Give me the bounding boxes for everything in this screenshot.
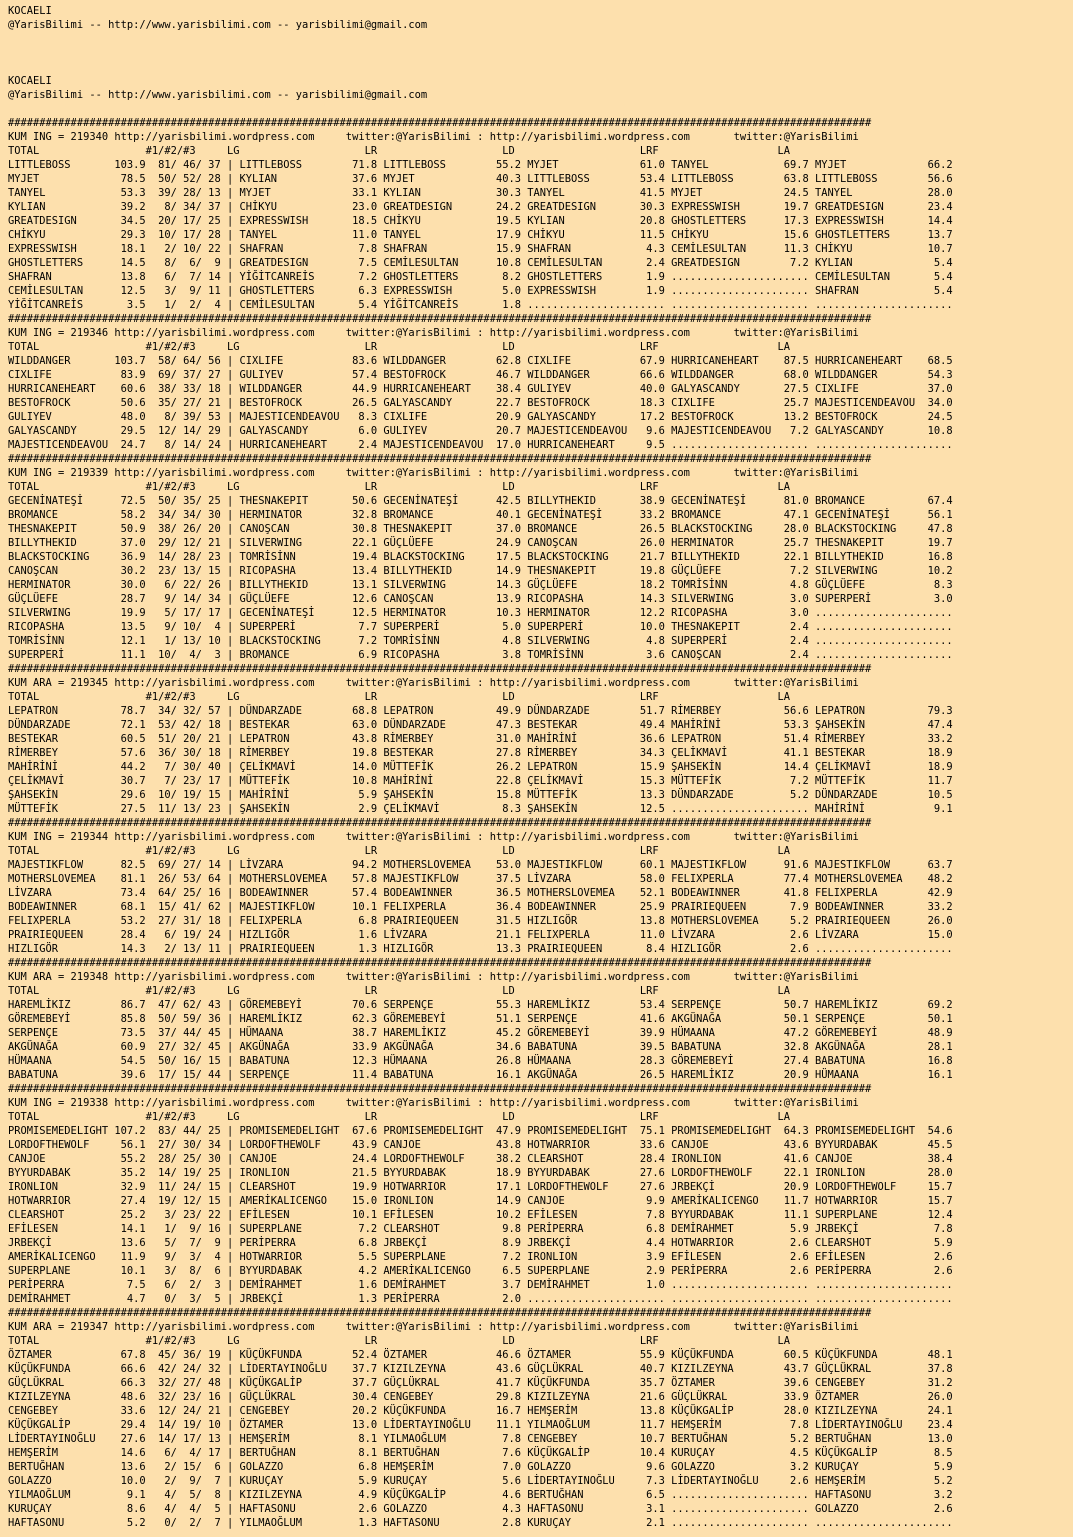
horse-row: IRONLION 32.9 11/ 24/ 15 | CLEARSHOT 19.9 HOTWARRIOR 17.1 LORDOFTHEWOLF 27.6 JRBEKÇİ 20.9 LORDOFTHEWOLF 15.7 (8, 1181, 953, 1193)
horse-row: EXPRESSWISH 18.1 2/ 10/ 22 | SHAFRAN 7.8 SHAFRAN 15.9 SHAFRAN 4.3 CEMİLESULTAN 11.3 CHİKYU 10.7 (8, 243, 953, 255)
horse-row: ÇELİKMAVİ 30.7 7/ 23/ 17 | MÜTTEFİK 10.8 MAHİRİNİ 22.8 ÇELİKMAVİ 15.3 MÜTTEFİK 7.2 MÜTTEFİK 11.7 (8, 775, 953, 787)
horse-row: SUPERPLANE 10.1 3/ 8/ 6 | BYYURDABAK 4.2 AMERİKALICENGO 6.5 SUPERPLANE 2.9 PERİPERRA 2.6 PERİPERRA 2.6 (8, 1265, 953, 1277)
horse-row: CIXLIFE 83.9 69/ 37/ 27 | GULIYEV 57.4 BESTOFROCK 46.7 WILDDANGER 66.6 WILDDANGER 68.0 WILDDANGER 54.3 (8, 369, 953, 381)
horse-row: BODEAWINNER 68.1 15/ 41/ 62 | MAJESTIKFLOW 10.1 FELIXPERLA 36.4 BODEAWINNER 25.9 PRAIRIEQUEEN 7.9 BODEAWINNER 33.2 (8, 901, 953, 913)
section-separator: ########################################################################################################################################## (8, 663, 872, 675)
horse-row: GALYASCANDY 29.5 12/ 14/ 29 | GALYASCANDY 6.0 GULIYEV 20.7 MAJESTICENDEAVOU 9.6 MAJESTICENDEAVOU 7.2 GALYASCANDY 10.8 (8, 425, 953, 437)
horse-row: CEMİLESULTAN 12.5 3/ 9/ 11 | GHOSTLETTERS 6.3 EXPRESSWISH 5.0 EXPRESSWISH 1.9 ...................... SHAFRAN 5.4 (8, 285, 953, 297)
contact-line: @YarisBilimi -- http://www.yarisbilimi.com -- yarisbilimi@gmail.com (8, 89, 428, 101)
horse-row: RİMERBEY 57.6 36/ 30/ 18 | RİMERBEY 19.8 BESTEKAR 27.8 RİMERBEY 34.3 ÇELİKMAVİ 41.1 BESTEKAR 18.9 (8, 747, 953, 759)
horse-row: MAHİRİNİ 44.2 7/ 30/ 40 | ÇELİKMAVİ 14.0 MÜTTEFİK 26.2 LEPATRON 15.9 ŞAHSEKİN 14.4 ÇELİKMAVİ 18.9 (8, 761, 953, 773)
horse-row: BERTUĞHAN 13.6 2/ 15/ 6 | GOLAZZO 6.8 HEMŞERİM 7.0 GOLAZZO 9.6 GOLAZZO 3.2 KURUÇAY 5.9 (8, 1461, 953, 1473)
race-header: KUM ARA = 219345 http://yarisbilimi.wordpress.com twitter:@YarisBilimi : http://yarisbilimi.wordpress.com twitter:@YarisBilimi (8, 677, 859, 689)
horse-row: AKGÜNAĞA 60.9 27/ 32/ 45 | AKGÜNAĞA 33.9 AKGÜNAĞA 34.6 BABATUNA 39.5 BABATUNA 32.8 AKGÜNAĞA 28.1 (8, 1041, 953, 1053)
horse-row: PERİPERRA 7.5 6/ 2/ 3 | DEMİRAHMET 1.6 DEMİRAHMET 3.7 DEMİRAHMET 1.0 ...................... ...................... (8, 1279, 953, 1291)
horse-row: EFİLESEN 14.1 1/ 9/ 16 | SUPERPLANE 7.2 CLEARSHOT 9.8 PERİPERRA 6.8 DEMİRAHMET 5.9 JRBEKÇİ 7.8 (8, 1223, 953, 1235)
horse-row: PROMISEMEDELIGHT 107.2 83/ 44/ 25 | PROMISEMEDELIGHT 67.6 PROMISEMEDELIGHT 47.9 PROMISEMEDELIGHT 75.1 PROMISEMEDELIGHT 64.3 PROMISEMEDELIGHT 54.6 (8, 1125, 953, 1137)
horse-row: CENGEBEY 33.6 12/ 24/ 21 | CENGEBEY 20.2 KÜÇÜKFUNDA 16.7 HEMŞERİM 13.8 KÜÇÜKGALİP 28.0 KIZILZEYNA 24.1 (8, 1405, 953, 1417)
horse-row: KÜÇÜKFUNDA 66.6 42/ 24/ 32 | LİDERTAYINOĞLU 37.7 KIZILZEYNA 43.6 GÜÇLÜKRAL 40.7 KIZILZEYNA 43.7 GÜÇLÜKRAL 37.8 (8, 1363, 953, 1375)
horse-row: HOTWARRIOR 27.4 19/ 12/ 15 | AMERİKALICENGO 15.0 IRONLION 14.9 CANJOE 9.9 AMERİKALICENGO 11.7 HOTWARRIOR 15.7 (8, 1195, 953, 1207)
race-header: KUM ING = 219339 http://yarisbilimi.wordpress.com twitter:@YarisBilimi : http://yarisbilimi.wordpress.com twitter:@YarisBilimi (8, 467, 859, 479)
track-title: KOCAELI (8, 75, 52, 87)
horse-row: GÜÇLÜKRAL 66.3 32/ 27/ 48 | KÜÇÜKGALİP 37.7 GÜÇLÜKRAL 41.7 KÜÇÜKFUNDA 35.7 ÖZTAMER 39.6 CENGEBEY 31.2 (8, 1377, 953, 1389)
section-separator: ########################################################################################################################################## (8, 1083, 872, 1095)
column-header: TOTAL #1/#2/#3 LG LR LD LRF LA (8, 845, 790, 857)
horse-row: HAFTASONU 5.2 0/ 2/ 7 | YILMAOĞLUM 1.3 HAFTASONU 2.8 KURUÇAY 2.1 ...................... ...................... (8, 1517, 953, 1529)
blank-line (8, 32, 1073, 46)
blank-line (8, 102, 1073, 116)
horse-row: MYJET 78.5 50/ 52/ 28 | KYLIAN 37.6 MYJET 40.3 LITTLEBOSS 53.4 LITTLEBOSS 63.8 LITTLEBOSS 56.6 (8, 173, 953, 185)
section-separator: ########################################################################################################################################## (8, 1307, 872, 1319)
section-separator: ########################################################################################################################################## (8, 313, 872, 325)
horse-row: LİDERTAYINOĞLU 27.6 14/ 17/ 13 | HEMŞERİM 8.1 YILMAOĞLUM 7.8 CENGEBEY 10.7 BERTUĞHAN 5.2 BERTUĞHAN 13.0 (8, 1433, 953, 1445)
horse-row: HÜMAANA 54.5 50/ 16/ 15 | BABATUNA 12.3 HÜMAANA 26.8 HÜMAANA 28.3 GÖREMEBEYİ 27.4 BABATUNA 16.8 (8, 1055, 953, 1067)
horse-row: KURUÇAY 8.6 4/ 4/ 5 | HAFTASONU 2.6 GOLAZZO 4.3 HAFTASONU 3.1 ...................... GOLAZZO 2.6 (8, 1503, 953, 1515)
column-header: TOTAL #1/#2/#3 LG LR LD LRF LA (8, 985, 790, 997)
race-header: KUM ING = 219340 http://yarisbilimi.wordpress.com twitter:@YarisBilimi : http://yarisbilimi.wordpress.com twitter:@YarisBilimi (8, 131, 859, 143)
horse-row: TOMRİSİNN 12.1 1/ 13/ 10 | BLACKSTOCKING 7.2 TOMRİSİNN 4.8 SILVERWING 4.8 SUPERPERİ 2.4 ...................... (8, 635, 953, 647)
horse-row: LORDOFTHEWOLF 56.1 27/ 30/ 34 | LORDOFTHEWOLF 43.9 CANJOE 43.8 HOTWARRIOR 33.6 CANJOE 43.6 BYYURDABAK 45.5 (8, 1139, 953, 1151)
column-header: TOTAL #1/#2/#3 LG LR LD LRF LA (8, 145, 790, 157)
horse-row: MAJESTIKFLOW 82.5 69/ 27/ 14 | LİVZARA 94.2 MOTHERSLOVEMEA 53.0 MAJESTIKFLOW 60.1 MAJESTIKFLOW 91.6 MAJESTIKFLOW 63.7 (8, 859, 953, 871)
horse-row: HEMŞERİM 14.6 6/ 4/ 17 | BERTUĞHAN 8.1 BERTUĞHAN 7.6 KÜÇÜKGALİP 10.4 KURUÇAY 4.5 KÜÇÜKGALİP 8.5 (8, 1447, 953, 1459)
column-header: TOTAL #1/#2/#3 LG LR LD LRF LA (8, 691, 790, 703)
horse-row: GECENİNATEŞİ 72.5 50/ 35/ 25 | THESNAKEPIT 50.6 GECENİNATEŞİ 42.5 BILLYTHEKID 38.9 GECENİNATEŞİ 81.0 BROMANCE 67.4 (8, 495, 953, 507)
column-header: TOTAL #1/#2/#3 LG LR LD LRF LA (8, 1335, 790, 1347)
horse-row: HERMINATOR 30.0 6/ 22/ 26 | BILLYTHEKID 13.1 SILVERWING 14.3 GÜÇLÜEFE 18.2 TOMRİSİNN 4.8 GÜÇLÜEFE 8.3 (8, 579, 953, 591)
horse-row: YİĞİTCANREİS 3.5 1/ 2/ 4 | CEMİLESULTAN 5.4 YİĞİTCANREİS 1.8 ...................... ...................... ...................... (8, 299, 953, 311)
contact-line: @YarisBilimi -- http://www.yarisbilimi.com -- yarisbilimi@gmail.com (8, 19, 428, 31)
horse-row: SHAFRAN 13.8 6/ 7/ 14 | YİĞİTCANREİS 7.2 GHOSTLETTERS 8.2 GHOSTLETTERS 1.9 ...................... CEMİLESULTAN 5.4 (8, 271, 953, 283)
horse-row: LEPATRON 78.7 34/ 32/ 57 | DÜNDARZADE 68.8 LEPATRON 49.9 DÜNDARZADE 51.7 RİMERBEY 56.6 LEPATRON 79.3 (8, 705, 953, 717)
horse-row: AMERİKALICENGO 11.9 9/ 3/ 4 | HOTWARRIOR 5.5 SUPERPLANE 7.2 IRONLION 3.9 EFİLESEN 2.6 EFİLESEN 2.6 (8, 1251, 953, 1263)
horse-row: GÖREMEBEYİ 85.8 50/ 59/ 36 | HAREMLİKIZ 62.3 GÖREMEBEYİ 51.1 SERPENÇE 41.6 AKGÜNAĞA 50.1 SERPENÇE 50.1 (8, 1013, 953, 1025)
horse-row: BLACKSTOCKING 36.9 14/ 28/ 23 | TOMRİSİNN 19.4 BLACKSTOCKING 17.5 BLACKSTOCKING 21.7 BILLYTHEKID 22.1 BILLYTHEKID 16.8 (8, 551, 953, 563)
horse-row: SUPERPERİ 11.1 10/ 4/ 3 | BROMANCE 6.9 RICOPASHA 3.8 TOMRİSİNN 3.6 CANOŞCAN 2.4 ...................... (8, 649, 953, 661)
horse-row: CHİKYU 29.3 10/ 17/ 28 | TANYEL 11.0 TANYEL 17.9 CHİKYU 11.5 CHİKYU 15.6 GHOSTLETTERS 13.7 (8, 229, 953, 241)
horse-row: KIZILZEYNA 48.6 32/ 23/ 16 | GÜÇLÜKRAL 30.4 CENGEBEY 29.8 KIZILZEYNA 21.6 GÜÇLÜKRAL 33.9 ÖZTAMER 26.0 (8, 1391, 953, 1403)
horse-row: DÜNDARZADE 72.1 53/ 42/ 18 | BESTEKAR 63.0 DÜNDARZADE 47.3 BESTEKAR 49.4 MAHİRİNİ 53.3 ŞAHSEKİN 47.4 (8, 719, 953, 731)
horse-row: YILMAOĞLUM 9.1 4/ 5/ 8 | KIZILZEYNA 4.9 KÜÇÜKGALİP 4.6 BERTUĞHAN 6.5 ...................... HAFTASONU 3.2 (8, 1489, 953, 1501)
horse-row: HURRICANEHEART 60.6 38/ 33/ 18 | WILDDANGER 44.9 HURRICANEHEART 38.4 GULIYEV 40.0 GALYASCANDY 27.5 CIXLIFE 37.0 (8, 383, 953, 395)
horse-row: HAREMLİKIZ 86.7 47/ 62/ 43 | GÖREMEBEYİ 70.6 SERPENÇE 55.3 HAREMLİKIZ 53.4 SERPENÇE 50.7 HAREMLİKIZ 69.2 (8, 999, 953, 1011)
race-header: KUM ING = 219344 http://yarisbilimi.wordpress.com twitter:@YarisBilimi : http://yarisbilimi.wordpress.com twitter:@YarisBilimi (8, 831, 859, 843)
horse-row: BESTOFROCK 50.6 35/ 27/ 21 | BESTOFROCK 26.5 GALYASCANDY 22.7 BESTOFROCK 18.3 CIXLIFE 25.7 MAJESTICENDEAVOU 34.0 (8, 397, 953, 409)
horse-row: LİVZARA 73.4 64/ 25/ 16 | BODEAWINNER 57.4 BODEAWINNER 36.5 MOTHERSLOVEMEA 52.1 BODEAWINNER 41.8 FELIXPERLA 42.9 (8, 887, 953, 899)
horse-row: ŞAHSEKİN 29.6 10/ 19/ 15 | MAHİRİNİ 5.9 ŞAHSEKİN 15.8 MÜTTEFİK 13.3 DÜNDARZADE 5.2 DÜNDARZADE 10.5 (8, 789, 953, 801)
horse-row: GOLAZZO 10.0 2/ 9/ 7 | KURUÇAY 5.9 KURUÇAY 5.6 LİDERTAYINOĞLU 7.3 LİDERTAYINOĞLU 2.6 HEMŞERİM 5.2 (8, 1475, 953, 1487)
horse-row: GULIYEV 48.0 8/ 39/ 53 | MAJESTICENDEAVOU 8.3 CIXLIFE 20.9 GALYASCANDY 17.2 BESTOFROCK 13.2 BESTOFROCK 24.5 (8, 411, 953, 423)
horse-row: MAJESTICENDEAVOU 24.7 8/ 14/ 24 | HURRICANEHEART 2.4 MAJESTICENDEAVOU 17.0 HURRICANEHEART 9.5 ...................... ...................... (8, 439, 953, 451)
horse-row: SILVERWING 19.9 5/ 17/ 17 | GECENİNATEŞİ 12.5 HERMINATOR 10.3 HERMINATOR 12.2 RICOPASHA 3.0 ...................... (8, 607, 953, 619)
horse-row: GÜÇLÜEFE 28.7 9/ 14/ 34 | GÜÇLÜEFE 12.6 CANOŞCAN 13.9 RICOPASHA 14.3 SILVERWING 3.0 SUPERPERİ 3.0 (8, 593, 953, 605)
horse-row: CANOŞCAN 30.2 23/ 13/ 15 | RICOPASHA 13.4 BILLYTHEKID 14.9 THESNAKEPIT 19.8 GÜÇLÜEFE 7.2 SILVERWING 10.2 (8, 565, 953, 577)
horse-row: MOTHERSLOVEMEA 81.1 26/ 53/ 64 | MOTHERSLOVEMEA 57.8 MAJESTIKFLOW 37.5 LİVZARA 58.0 FELIXPERLA 77.4 MOTHERSLOVEMEA 48.2 (8, 873, 953, 885)
blank-line (8, 46, 1073, 60)
horse-row: KÜÇÜKGALİP 29.4 14/ 19/ 10 | ÖZTAMER 13.0 LİDERTAYINOĞLU 11.1 YILMAOĞLUM 11.7 HEMŞERİM 7.8 LİDERTAYINOĞLU 23.4 (8, 1419, 953, 1431)
horse-row: JRBEKÇİ 13.6 5/ 7/ 9 | PERİPERRA 6.8 JRBEKÇİ 8.9 JRBEKÇİ 4.4 HOTWARRIOR 2.6 CLEARSHOT 5.9 (8, 1237, 953, 1249)
horse-row: DEMİRAHMET 4.7 0/ 3/ 5 | JRBEKÇİ 1.3 PERİPERRA 2.0 ...................... ...................... ...................... (8, 1293, 953, 1305)
horse-row: TANYEL 53.3 39/ 28/ 13 | MYJET 33.1 KYLIAN 30.3 TANYEL 41.5 MYJET 24.5 TANYEL 28.0 (8, 187, 953, 199)
horse-row: CLEARSHOT 25.2 3/ 23/ 22 | EFİLESEN 10.1 EFİLESEN 10.2 EFİLESEN 7.8 BYYURDABAK 11.1 SUPERPLANE 12.4 (8, 1209, 953, 1221)
column-header: TOTAL #1/#2/#3 LG LR LD LRF LA (8, 1111, 790, 1123)
horse-row: HIZLIGÖR 14.3 2/ 13/ 11 | PRAIRIEQUEEN 1.3 HIZLIGÖR 13.3 PRAIRIEQUEEN 8.4 HIZLIGÖR 2.6 ...................... (8, 943, 953, 955)
horse-row: BABATUNA 39.6 17/ 15/ 44 | SERPENÇE 11.4 BABATUNA 16.1 AKGÜNAĞA 26.5 HAREMLİKIZ 20.9 HÜMAANA 16.1 (8, 1069, 953, 1081)
column-header: TOTAL #1/#2/#3 LG LR LD LRF LA (8, 481, 790, 493)
section-separator: ########################################################################################################################################## (8, 117, 872, 129)
section-separator: ########################################################################################################################################## (8, 453, 872, 465)
race-header: KUM ARA = 219347 http://yarisbilimi.wordpress.com twitter:@YarisBilimi : http://yarisbilimi.wordpress.com twitter:@YarisBilimi (8, 1321, 859, 1333)
horse-row: WILDDANGER 103.7 58/ 64/ 56 | CIXLIFE 83.6 WILDDANGER 62.8 CIXLIFE 67.9 HURRICANEHEART 87.5 HURRICANEHEART 68.5 (8, 355, 953, 367)
horse-row: BROMANCE 58.2 34/ 34/ 30 | HERMINATOR 32.8 BROMANCE 40.1 GECENİNATEŞİ 33.2 BROMANCE 47.1 GECENİNATEŞİ 56.1 (8, 509, 953, 521)
section-separator: ########################################################################################################################################## (8, 817, 872, 829)
horse-row: FELIXPERLA 53.2 27/ 31/ 18 | FELIXPERLA 6.8 PRAIRIEQUEEN 31.5 HIZLIGÖR 13.8 MOTHERSLOVEMEA 5.2 PRAIRIEQUEEN 26.0 (8, 915, 953, 927)
horse-row: THESNAKEPIT 50.9 38/ 26/ 20 | CANOŞCAN 30.8 THESNAKEPIT 37.0 BROMANCE 26.5 BLACKSTOCKING 28.0 BLACKSTOCKING 47.8 (8, 523, 953, 535)
horse-row: PRAIRIEQUEEN 28.4 6/ 19/ 24 | HIZLIGÖR 1.6 LİVZARA 21.1 FELIXPERLA 11.0 LİVZARA 2.6 LİVZARA 15.0 (8, 929, 953, 941)
column-header: TOTAL #1/#2/#3 LG LR LD LRF LA (8, 341, 790, 353)
horse-row: ÖZTAMER 67.8 45/ 36/ 19 | KÜÇÜKFUNDA 52.4 ÖZTAMER 46.6 ÖZTAMER 55.9 KÜÇÜKFUNDA 60.5 KÜÇÜKFUNDA 48.1 (8, 1349, 953, 1361)
horse-row: BYYURDABAK 35.2 14/ 19/ 25 | IRONLION 21.5 BYYURDABAK 18.9 BYYURDABAK 27.6 LORDOFTHEWOLF 22.1 IRONLION 28.0 (8, 1167, 953, 1179)
horse-row: GHOSTLETTERS 14.5 8/ 6/ 9 | GREATDESIGN 7.5 CEMİLESULTAN 10.8 CEMİLESULTAN 2.4 GREATDESIGN 7.2 KYLIAN 5.4 (8, 257, 953, 269)
section-separator: ########################################################################################################################################## (8, 957, 872, 969)
horse-row: BESTEKAR 60.5 51/ 20/ 21 | LEPATRON 43.8 RİMERBEY 31.0 MAHİRİNİ 36.6 LEPATRON 51.4 RİMERBEY 33.2 (8, 733, 953, 745)
horse-row: CANJOE 55.2 28/ 25/ 30 | CANJOE 24.4 LORDOFTHEWOLF 38.2 CLEARSHOT 28.4 IRONLION 41.6 CANJOE 38.4 (8, 1153, 953, 1165)
horse-row: KYLIAN 39.2 8/ 34/ 37 | CHİKYU 23.0 GREATDESIGN 24.2 GREATDESIGN 30.3 EXPRESSWISH 19.7 GREATDESIGN 23.4 (8, 201, 953, 213)
race-header: KUM ING = 219346 http://yarisbilimi.wordpress.com twitter:@YarisBilimi : http://yarisbilimi.wordpress.com twitter:@YarisBilimi (8, 327, 859, 339)
horse-row: RICOPASHA 13.5 9/ 10/ 4 | SUPERPERİ 7.7 SUPERPERİ 5.0 SUPERPERİ 10.0 THESNAKEPIT 2.4 ...................... (8, 621, 953, 633)
race-header: KUM ARA = 219348 http://yarisbilimi.wordpress.com twitter:@YarisBilimi : http://yarisbilimi.wordpress.com twitter:@YarisBilimi (8, 971, 859, 983)
horse-row: LITTLEBOSS 103.9 81/ 46/ 37 | LITTLEBOSS 71.8 LITTLEBOSS 55.2 MYJET 61.0 TANYEL 69.7 MYJET 66.2 (8, 159, 953, 171)
horse-row: BILLYTHEKID 37.0 29/ 12/ 21 | SILVERWING 22.1 GÜÇLÜEFE 24.9 CANOŞCAN 26.0 HERMINATOR 25.7 THESNAKEPIT 19.7 (8, 537, 953, 549)
horse-row: MÜTTEFİK 27.5 11/ 13/ 23 | ŞAHSEKİN 2.9 ÇELİKMAVİ 8.3 ŞAHSEKİN 12.5 ...................... MAHİRİNİ 9.1 (8, 803, 953, 815)
track-title: KOCAELI (8, 5, 52, 17)
horse-row: SERPENÇE 73.5 37/ 44/ 45 | HÜMAANA 38.7 HAREMLİKIZ 45.2 GÖREMEBEYİ 39.9 HÜMAANA 47.2 GÖREMEBEYİ 48.9 (8, 1027, 953, 1039)
race-header: KUM ING = 219338 http://yarisbilimi.wordpress.com twitter:@YarisBilimi : http://yarisbilimi.wordpress.com twitter:@YarisBilimi (8, 1097, 859, 1109)
horse-row: GREATDESIGN 34.5 20/ 17/ 25 | EXPRESSWISH 18.5 CHİKYU 19.5 KYLIAN 20.8 GHOSTLETTERS 17.3 EXPRESSWISH 14.4 (8, 215, 953, 227)
blank-line (8, 60, 1073, 74)
